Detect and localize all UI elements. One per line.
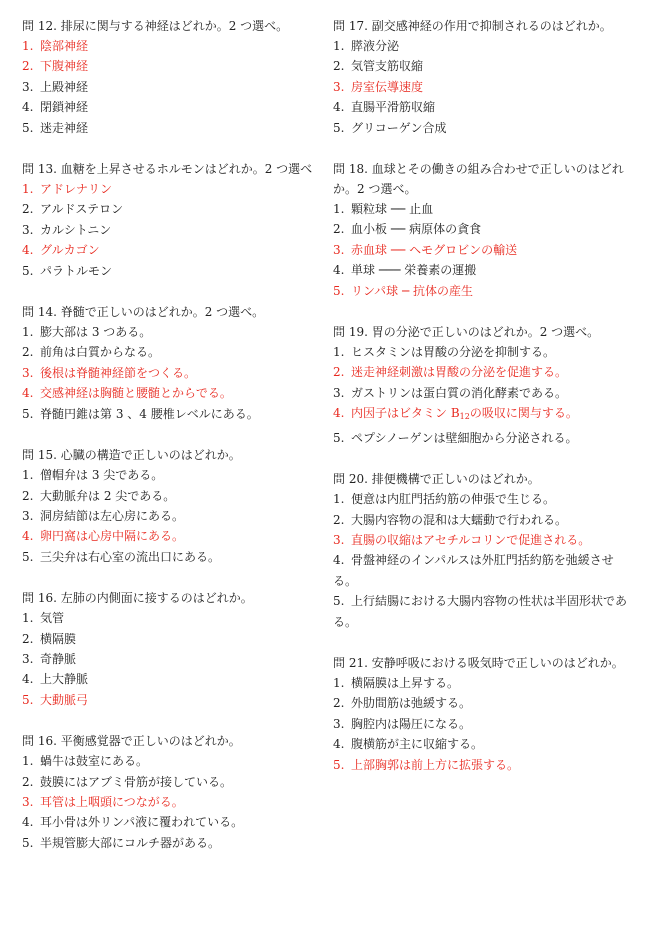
question-block (22, 588, 322, 710)
option (22, 322, 322, 342)
answer-option (22, 36, 322, 56)
question-block (333, 16, 629, 138)
question-block (333, 322, 629, 448)
option-number: 3. (333, 385, 345, 400)
question-block (22, 159, 322, 281)
option (333, 510, 629, 530)
option-number: 5. (22, 835, 34, 850)
option (333, 550, 629, 591)
answer-option (22, 56, 322, 76)
option-number: 4. (333, 406, 345, 421)
option (22, 199, 322, 219)
option-text: 後根は脊髄神経節をつくる。 (40, 365, 197, 380)
option-number: 3. (333, 79, 345, 94)
option-number: 2. (333, 59, 345, 74)
option-number: 2. (22, 59, 34, 74)
option-text: 便意は内肛門括約筋の伸張で生じる。 (351, 492, 556, 507)
option-text: 骨盤神経のインパルスは外肛門括約筋を弛緩させる。 (333, 553, 614, 588)
option-number: 2. (333, 222, 345, 237)
answer-option (333, 240, 629, 260)
option-text: アドレナリン (40, 182, 113, 197)
answer-option (333, 77, 629, 97)
option-text: 上行結腸における大腸内容物の性状は半固形状である。 (333, 594, 628, 629)
option-number: 1. (333, 492, 345, 507)
option-text: アルドステロン (40, 202, 124, 217)
option (333, 219, 629, 239)
question-title: 問 19. 胃の分泌で正しいのはどれか。2 つ選べ。 (333, 325, 600, 340)
option-text: 交感神経は胸髄と腰髄とからでる。 (40, 386, 232, 401)
answer-option (333, 530, 629, 550)
option (22, 547, 322, 567)
question-title: 問 18. 血球とその働きの組み合わせで正しいのはどれか。2 つ選べ。 (333, 162, 624, 197)
option-number: 4. (333, 553, 345, 568)
option-text: 脊髄円錐は第 3 、4 腰椎レベルにある。 (40, 406, 259, 421)
option-text: 上部胸郭は前上方に拡張する。 (351, 757, 520, 772)
option-number: 4. (22, 243, 34, 258)
option-number: 4. (333, 100, 345, 115)
answer-option (22, 179, 322, 199)
option-text: 前角は白質からなる。 (40, 345, 161, 360)
answer-option (22, 690, 322, 710)
option (22, 751, 322, 771)
option-number: 5. (22, 406, 34, 421)
option-number: 3. (22, 222, 34, 237)
option-text: カルシトニン (40, 222, 112, 237)
option-number: 1. (22, 754, 34, 769)
question-block (22, 445, 322, 567)
question-title: 問 16. 左肺の内側面に接するのはどれか。 (22, 591, 253, 606)
option-text: 膵液分泌 (351, 39, 400, 53)
option-number: 3. (333, 532, 345, 547)
option (333, 56, 629, 76)
option (22, 833, 322, 853)
option-text: 血小板 ── 病原体の貪食 (351, 222, 482, 237)
option (333, 199, 629, 219)
option (22, 342, 322, 362)
option-text: 大動脈弓 (40, 692, 89, 707)
question-title: 問 17. 副交感神経の作用で抑制されるのはどれか。 (333, 19, 612, 33)
option-text: 単球 ─── 栄養素の運搬 (351, 263, 477, 278)
question-title: 問 13. 血糖を上昇させるホルモンはどれか。2 つ選べ (22, 162, 313, 177)
option-number: 5. (333, 757, 345, 772)
option (22, 404, 322, 424)
option-text: 横隔膜 (40, 631, 77, 646)
option-text: 外肋間筋は弛緩する。 (351, 696, 472, 711)
question-block (333, 653, 629, 775)
option-text: 直腸の収縮はアセチルコリンで促進される。 (351, 532, 591, 547)
option (333, 734, 629, 754)
answer-option (333, 281, 629, 301)
option-text: 横隔膜は上昇する。 (351, 675, 460, 690)
option (22, 261, 322, 281)
option-number: 3. (22, 79, 34, 94)
option (22, 649, 322, 669)
option-text: 卵円窩は心房中隔にある。 (40, 529, 185, 544)
option-text: 顆粒球 ── 止血 (351, 202, 434, 217)
question-block (22, 16, 322, 138)
option-number: 5. (333, 430, 345, 445)
option-number: 1. (22, 182, 34, 197)
option-number: 1. (333, 675, 345, 690)
option (333, 489, 629, 509)
option-text: 耳小骨は外リンパ液に覆われている。 (40, 815, 244, 830)
option-number: 2. (22, 488, 34, 503)
option-text: 鼓膜にはアブミ骨筋が接している。 (40, 774, 233, 789)
option-text: 陰部神経 (40, 39, 89, 53)
option-number: 2. (333, 365, 345, 380)
option-number: 3. (22, 651, 34, 666)
option-text: ガストリンは蛋白質の消化酵素である。 (351, 385, 568, 400)
option (22, 118, 322, 138)
option-text: 大動脈弁は 2 尖である。 (40, 488, 176, 503)
option-text: 直腸平滑筋収縮 (351, 100, 436, 115)
answer-option (22, 526, 322, 546)
option-number: 5. (333, 283, 345, 298)
question-title: 問 14. 脊髄で正しいのはどれか。2 つ選べ。 (22, 305, 265, 320)
option-number: 2. (333, 512, 345, 527)
option (22, 77, 322, 97)
question-block (333, 159, 629, 301)
option (333, 383, 629, 403)
answer-option (22, 240, 322, 260)
option-number: 5. (333, 120, 345, 135)
right-column (333, 16, 629, 796)
option-text: リンパ球 ─ 抗体の産生 (351, 283, 474, 298)
question-title: 問 15. 心臓の構造で正しいのはどれか。 (22, 448, 241, 463)
question-title: 問 16. 平衡感覚器で正しいのはどれか。 (22, 734, 241, 749)
option-text: 洞房結節は左心房にある。 (40, 508, 185, 523)
option (333, 342, 629, 362)
option-text: 三尖弁は右心室の流出口にある。 (40, 549, 221, 564)
option-text: 内因子はビタミン B (351, 406, 460, 421)
option-number: 2. (22, 345, 34, 360)
option-number: 4. (22, 100, 34, 115)
subscript: 12 (459, 412, 470, 422)
option-number: 1. (22, 39, 34, 53)
option (22, 506, 322, 526)
option-text: 胸腔内は陽圧になる。 (351, 716, 472, 731)
option-text: ヒスタミンは胃酸の分泌を抑制する。 (351, 345, 556, 360)
option-text: 僧帽弁は 3 尖である。 (40, 468, 164, 483)
option-number: 1. (333, 39, 345, 53)
option (333, 673, 629, 693)
option (333, 118, 629, 138)
option (333, 36, 629, 56)
option-number: 3. (22, 365, 34, 380)
option-text: 閉鎖神経 (40, 100, 89, 115)
option-text-after: の吸収に関与する。 (469, 406, 578, 421)
option-text: 赤血球 ── ヘモグロビンの輸送 (351, 242, 518, 257)
option-text: 房室伝導速度 (351, 79, 424, 94)
question-title: 問 21. 安静呼吸における吸気時で正しいのはどれか。 (333, 655, 624, 670)
option-number: 4. (22, 815, 34, 830)
option-number: 2. (22, 631, 34, 646)
option-number: 3. (22, 508, 34, 523)
option-number: 5. (22, 549, 34, 564)
option-text: 蝸牛は鼓室にある。 (40, 754, 149, 769)
option-number: 4. (22, 386, 34, 401)
option (22, 812, 322, 832)
option-text: 気管 (40, 611, 65, 626)
option-number: 2. (22, 774, 34, 789)
option-number: 4. (333, 737, 345, 752)
option-number: 5. (22, 263, 34, 278)
option-number: 3. (22, 794, 34, 809)
question-block (333, 469, 629, 632)
option (22, 669, 322, 689)
answer-option (22, 383, 322, 403)
option-text: 半規管膨大部にコルチ器がある。 (40, 835, 221, 850)
option-number: 1. (333, 345, 345, 360)
question-block (22, 731, 322, 853)
option-text: 上殿神経 (40, 79, 89, 94)
option-text: 大腸内容物の混和は大蠕動で行われる。 (351, 512, 568, 527)
option (22, 608, 322, 628)
option-text: パラトルモン (40, 263, 113, 278)
option-number: 3. (333, 242, 345, 257)
option (22, 220, 322, 240)
option (333, 260, 629, 280)
option-number: 1. (22, 611, 34, 626)
option (333, 97, 629, 117)
option-text: グリコーゲン合成 (351, 120, 447, 135)
left-column (22, 16, 322, 874)
option-text: 膨大部は 3 つある。 (40, 325, 152, 340)
question-title: 問 20. 排便機構で正しいのはどれか。 (333, 472, 540, 487)
option-text: グルカゴン (40, 243, 100, 258)
option (333, 693, 629, 713)
option-number: 1. (22, 325, 34, 340)
option-text: 上大静脈 (40, 672, 89, 687)
option-number: 4. (22, 672, 34, 687)
option-number: 2. (22, 202, 34, 217)
option-number: 4. (22, 529, 34, 544)
option (333, 714, 629, 734)
answer-option (333, 362, 629, 382)
option (22, 629, 322, 649)
option (333, 428, 629, 448)
option-number: 4. (333, 263, 345, 278)
option-number: 3. (333, 716, 345, 731)
option-text: 気管支筋収縮 (351, 59, 424, 74)
option-number: 2. (333, 696, 345, 711)
option-number: 5. (333, 594, 345, 609)
option (333, 591, 629, 632)
option-number: 1. (22, 468, 34, 483)
answer-option (333, 755, 629, 775)
option-text: 迷走神経 (40, 120, 89, 135)
question-title: 問 12. 排尿に関与する神経はどれか。2 つ選べ。 (22, 19, 289, 33)
option-text: 迷走神経刺激は胃酸の分泌を促進する。 (351, 365, 568, 380)
option (22, 465, 322, 485)
option (22, 486, 322, 506)
answer-option (333, 403, 629, 427)
option-number: 1. (333, 202, 345, 217)
option-text: 下腹神経 (40, 59, 89, 74)
option-text: 耳管は上咽頭につながる。 (40, 794, 184, 809)
option-text: 奇静脈 (40, 651, 77, 666)
option-number: 5. (22, 692, 34, 707)
option (22, 97, 322, 117)
answer-option (22, 792, 322, 812)
question-block (22, 302, 322, 424)
answer-option (22, 363, 322, 383)
option-text: ペプシノーゲンは壁細胞から分泌される。 (351, 430, 578, 445)
option (22, 772, 322, 792)
option-number: 5. (22, 120, 34, 135)
option-text: 腹横筋が主に収縮する。 (351, 737, 484, 752)
